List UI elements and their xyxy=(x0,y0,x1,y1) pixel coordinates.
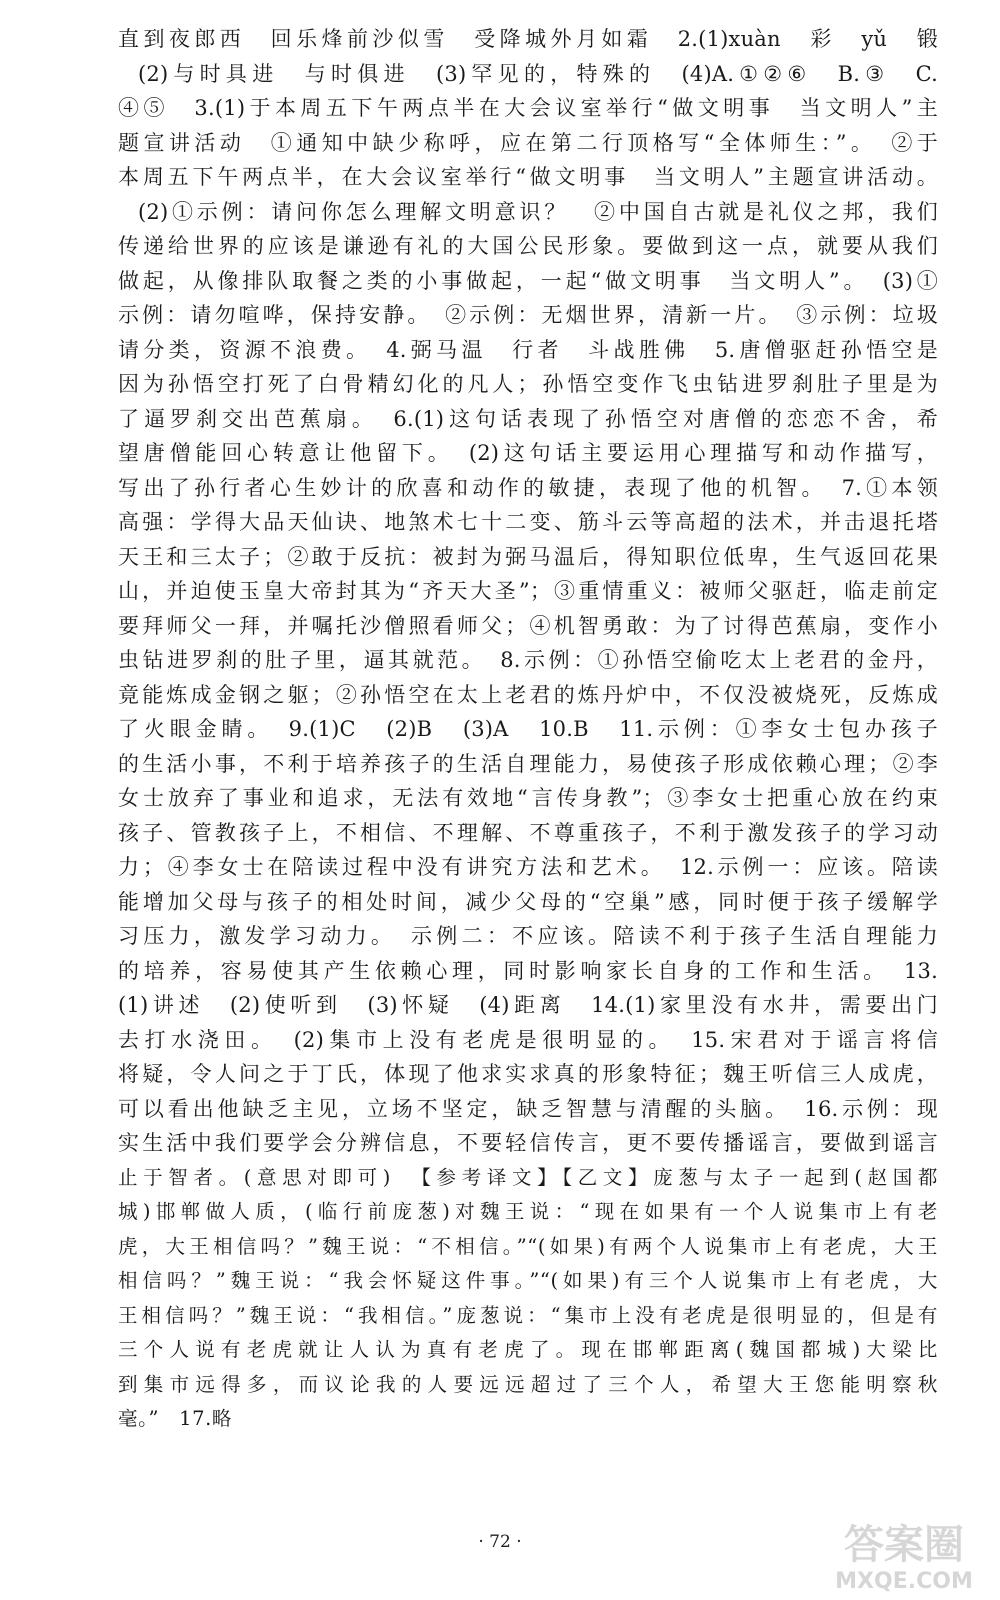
page-number: · 72 · xyxy=(478,1532,522,1552)
text-line: 高强：学得大品天仙诀、地煞术七十二变、筋斗云等高超的法术，并击退托塔 xyxy=(118,510,938,534)
text-line: 了逼罗刹交出芭蕉扇。 6.(1)这句话表现了孙悟空对唐僧的恋恋不舍，希 xyxy=(118,406,938,431)
text-line: 竟能炼成金钢之躯；②孙悟空在太上老君的炼丹炉中，不仅没被烧死，反炼成 xyxy=(118,682,938,707)
text-line: 天王和三太子；②敢于反抗：被封为弼马温后，得知职位低卑，生气返回花果 xyxy=(118,544,938,569)
text-line: 实生活中我们要学会分辨信息，不要轻信传言，更不要传播谣言，要做到谣言 xyxy=(118,1131,938,1155)
text-line: (1)讲述 (2)使听到 (3)怀疑 (4)距离 14.(1)家里没有水井，需要出门 xyxy=(118,993,938,1017)
text-line: 毫。” 17.略 xyxy=(118,1407,233,1430)
text-line: 王相信吗？”魏王说：“我相信。”庞葱说：“集市上没有老虎是很明显的，但是有 xyxy=(118,1303,938,1327)
text-line: 传递给世界的应该是谦逊有礼的大国公民形象。要做到这一点，就要从我们 xyxy=(118,234,938,258)
text-line: 可以看出他缺乏主见，立场不坚定，缺乏智慧与清醒的头脑。 16.示例：现 xyxy=(118,1096,938,1121)
text-line: (2)①示例：请问你怎么理解文明意识？ ②中国自古就是礼仪之邦，我们 xyxy=(138,199,938,224)
watermark-line1: 答案圈 xyxy=(844,1522,964,1568)
text-line: 了火眼金睛。 9.(1)C (2)B (3)A 10.B 11.示例：①李女士包办孩子 xyxy=(118,717,938,741)
text-line: ④⑤ 3.(1)于本周五下午两点半在大会议室举行“做文明事 当文明人”主 xyxy=(118,96,938,120)
text-line: 女士放弃了事业和追求，无法有效地“言传身教”；③李女士把重心放在约束 xyxy=(118,786,938,810)
text-line: 做起，从像排队取餐之类的小事做起，一起“做文明事 当文明人”。 (3)① xyxy=(118,268,938,293)
text-line: 示例：请勿喧哗，保持安静。 ②示例：无烟世界，清新一片。 ③示例：垃圾 xyxy=(118,303,938,327)
text-line: 请分类，资源不浪费。 4.弼马温 行者 斗战胜佛 5.唐僧驱赶孙悟空是 xyxy=(118,337,938,362)
text-line: 望唐僧能回心转意让他留下。 (2)这句话主要运用心理描写和动作描写， xyxy=(118,441,938,465)
text-line: 相信吗？”魏王说：“我会怀疑这件事。”“(如果)有三个人说集市上有老虎，大 xyxy=(118,1269,938,1292)
text-line: 写出了孙行者心生妙计的欣喜和动作的敏捷，表现了他的机智。 7.①本领 xyxy=(118,475,938,500)
text-line: 的生活小事，不利于培养孩子的生活自理能力，易使孩子形成依赖心理；②李 xyxy=(118,751,938,776)
watermark-logo xyxy=(816,1514,992,1596)
text-line: 虎，大王相信吗？”魏王说：“不相信。”“(如果)有两个人说集市上有老虎，大王 xyxy=(118,1234,938,1258)
watermark-line2: MXQE.COM xyxy=(835,1569,973,1594)
text-line: 去打水浇田。 (2)集市上没有老虎是很明显的。 15.宋君对于谣言将信 xyxy=(118,1027,938,1052)
answer-text-block xyxy=(118,22,938,1437)
text-line: 到集市远得多，而议论我的人要远远超过了三个人，希望大王您能明察秋 xyxy=(118,1372,938,1396)
text-line: 三个人说有老虎就让人认为真有老虎了。现在邯郸距离(魏国都城)大梁比 xyxy=(118,1338,938,1361)
text-line: 直到夜郎西 回乐烽前沙似雪 受降城外月如霜 2.(1)xuàn 彩 yǔ 锻 xyxy=(118,27,938,51)
text-line: 将疑，令人问之于丁氏，体现了他求实求真的形象特征；魏王听信三人成虎， xyxy=(118,1062,938,1086)
text-line: 孩子、管教孩子上，不相信、不理解、不尊重孩子，不利于激发孩子的学习动 xyxy=(118,820,938,845)
text-line: 城)邯郸做人质，(临行前庞葱)对魏王说：“现在如果有一个人说集市上有老 xyxy=(118,1200,938,1223)
text-line: 因为孙悟空打死了白骨精幻化的凡人；孙悟空变作飞虫钻进罗刹肚子里是为 xyxy=(118,372,938,396)
text-line: 的培养，容易使其产生依赖心理，同时影响家长自身的工作和生活。 13. xyxy=(118,958,938,983)
text-line: 虫钻进罗刹的肚子里，逼其就范。 8.示例：①孙悟空偷吃太上老君的金丹， xyxy=(118,648,938,672)
text-line: 止于智者。(意思对即可) 【参考译文】【乙文】庞葱与太子一起到(赵国都 xyxy=(118,1165,938,1189)
text-line: 习压力，激发学习动力。 示例二：不应该。陪读不利于孩子生活自理能力 xyxy=(118,924,938,948)
text-line: 山，并迫使玉皇大帝封其为“齐天大圣”；③重情重义：被师父驱赶，临走前定 xyxy=(118,579,938,603)
text-line: 题宣讲活动 ①通知中缺少称呼，应在第二行顶格写“全体师生：”。 ②于 xyxy=(118,130,938,155)
text-line: 能增加父母与孩子的相处时间，减少父母的“空巢”感，同时便于孩子缓解学 xyxy=(118,889,938,914)
text-line: 本周五下午两点半，在大会议室举行“做文明事 当文明人”主题宣讲活动。 xyxy=(118,165,938,189)
text-line: 力；④李女士在陪读过程中没有讲究方法和艺术。 12.示例一：应该。陪读 xyxy=(118,855,938,879)
text-line: 要拜师父一拜，并嘱托沙僧照看师父；④机智勇敢：为了讨得芭蕉扇，变作小 xyxy=(118,613,938,638)
text-line: (2)与时具进 与时俱进 (3)罕见的，特殊的 (4)A.①②⑥ B.③ C. xyxy=(138,61,938,86)
